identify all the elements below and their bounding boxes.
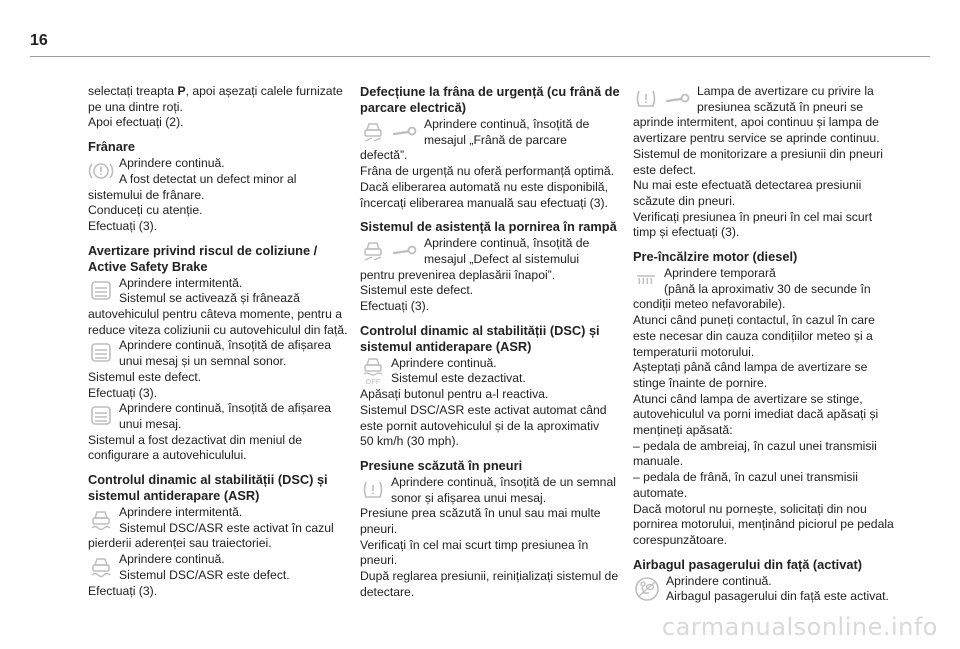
text-line: este necesar din cauza condițiilor meteo și a xyxy=(633,328,873,343)
text-line: timp și efectuați (3). xyxy=(633,225,740,240)
warning-block xyxy=(88,338,358,401)
text-line: Efectuați (3). xyxy=(88,218,158,233)
warning-block xyxy=(360,117,630,211)
text-line: Sistemul este dezactivat. xyxy=(391,371,526,386)
text-line: Dacă motorul nu pornește, solicitați din nou xyxy=(633,501,867,516)
section-heading-preincalzire: Pre-încălzire motor (diesel) xyxy=(633,249,798,265)
text-line: Lampa de avertizare cu privire la xyxy=(697,84,874,98)
heading-line: Avertizare privind riscul de coliziune / xyxy=(88,242,318,258)
text-line: pneuri. xyxy=(360,553,398,568)
text-line: Dacă eliberarea automată nu este disponibilă, xyxy=(360,179,608,194)
text-line: este pornit autovehiculul și de la aproximativ xyxy=(360,418,600,433)
text-line: Efectuați (3). xyxy=(360,299,430,314)
warning-block xyxy=(633,266,903,549)
text-line: Frâna de urgență nu oferă performanță optimă. xyxy=(360,164,615,179)
text-line: Sistemul DSC/ASR este activat în cazul xyxy=(119,520,334,535)
text-line: aprinde intermitent, apoi continuu și lampa de xyxy=(633,115,879,130)
text-line: Sistemul este defect. xyxy=(88,369,202,384)
section-heading-airbag: Airbagul pasagerului din față (activat) xyxy=(633,556,862,572)
airbag-icon xyxy=(633,574,661,604)
stability-off-icon xyxy=(360,356,386,386)
text-line: Aprindere continuă. xyxy=(391,355,497,370)
heading-line: sistemul antiderapare (ASR) xyxy=(88,488,260,504)
section-heading-coliziune xyxy=(88,243,358,275)
text-line: unui mesaj. xyxy=(119,416,182,431)
wrench-icon xyxy=(391,117,419,147)
collision-warning-icon xyxy=(88,401,114,431)
text-line: Nu mai este efectuată detectarea presiunii xyxy=(633,178,862,193)
heading-line: Controlul dinamic al stabilității (DSC) și xyxy=(88,472,328,488)
text-line: Aprindere continuă, însoțită de un semnal xyxy=(391,474,616,489)
text-line: presiunea scăzută în pneuri se xyxy=(697,99,863,114)
list-text: manuale. xyxy=(633,454,684,469)
text-line: Sistemul DSC/ASR este defect. xyxy=(119,567,290,582)
warning-block xyxy=(88,401,358,464)
text-line: este defect. xyxy=(633,162,697,177)
text-line: mențineți apăsată: xyxy=(633,423,733,438)
text-line: reduce viteza coliziunii cu autovehiculul din față. xyxy=(88,322,348,337)
icon-off-label: OFF xyxy=(365,376,381,386)
text-line: configurare a autovehiculului. xyxy=(88,448,247,463)
list-text: automate. xyxy=(633,485,688,500)
section-heading-dsc-off xyxy=(360,323,630,355)
text-line: Aprindere continuă, însoțită de afișarea xyxy=(119,401,332,416)
section-heading-asistenta-rampa: Sistemul de asistență la pornirea în rampă xyxy=(360,219,617,235)
list-text: pedala de ambreiaj, în cazul unei transmisii xyxy=(643,438,877,453)
text-line: Aprindere continuă, însoțită de xyxy=(424,117,590,131)
text-line: Sistemul de monitorizare a presiunii din pneuri xyxy=(633,146,883,161)
intro-text xyxy=(88,84,358,131)
text-line: scăzute din pneuri. xyxy=(633,193,736,208)
list-dash: – xyxy=(633,470,640,485)
text-line: Aprindere continuă. xyxy=(119,552,225,567)
text-line: Efectuați (3). xyxy=(88,583,158,598)
text-line: (până la aproximativ 30 de secunde în xyxy=(664,281,871,296)
text-line: Presiune prea scăzută în unul sau mai multe xyxy=(360,506,601,521)
collision-warning-icon xyxy=(88,338,114,368)
text-line: Aprindere temporară xyxy=(664,266,776,281)
warning-block xyxy=(633,84,903,241)
tyre-pressure-icon xyxy=(360,475,386,505)
warning-block xyxy=(360,236,630,315)
section-heading-frana-urgenta xyxy=(360,84,630,116)
text-line: Verificați presiunea în pneuri în cel mai scurt xyxy=(633,209,873,224)
text-line: sistemului de frânare. xyxy=(88,187,205,202)
text-line: Așteptați până când lampa de avertizare se xyxy=(633,360,868,375)
text-line: pneuri. xyxy=(360,522,398,537)
warning-block xyxy=(360,356,630,450)
text-line: mesajul „Frână de parcare xyxy=(424,132,567,147)
text-line: Sistemul a fost dezactivat din meniul de xyxy=(88,432,303,447)
column-2 xyxy=(360,84,630,601)
text-line: pe una dintre roți. xyxy=(88,99,183,114)
text-line: încercați eliberarea manuală sau efectuați (3). xyxy=(360,195,608,210)
text-line: sonor și afișarea unui mesaj. xyxy=(391,490,547,505)
heading-line: Controlul dinamic al stabilității (DSC) și xyxy=(360,322,600,338)
tyre-pressure-icon xyxy=(633,84,659,114)
text-line: Sistemul este defect. xyxy=(360,283,474,298)
text-line: defectă”. xyxy=(360,148,408,163)
brake-warning-icon xyxy=(88,156,114,186)
list-item xyxy=(633,470,858,484)
text-line: Efectuați (3). xyxy=(88,385,158,400)
text-line: autovehiculul va porni imediat dacă apăsați și xyxy=(633,407,879,422)
watermark: carmanualsonline.info xyxy=(661,613,938,641)
text-line: Verificați în cel mai scurt timp presiunea în xyxy=(360,537,589,552)
list-text: pedala de frână, în cazul unei transmisii xyxy=(643,470,858,485)
text-line: Atunci când lampa de avertizare se stinge, xyxy=(633,391,863,406)
text-line: avertizare pentru service se aprinde continuu. xyxy=(633,131,880,146)
text-line: Sistemul se activează și frânează xyxy=(119,291,300,306)
warning-block xyxy=(360,475,630,601)
warning-block xyxy=(88,552,358,599)
text-line: selectați treapta P, apoi așezați calele furnizate xyxy=(88,84,343,98)
text-line: Aprindere intermitentă. xyxy=(119,505,243,520)
text-line: pierderii aderenței sau traiectoriei. xyxy=(88,536,272,551)
text-line: temperaturii motorului. xyxy=(633,344,755,359)
text-line: Sistemul DSC/ASR este activat automat când xyxy=(360,402,607,417)
list-item xyxy=(633,439,877,453)
parking-brake-icon xyxy=(360,117,386,147)
text-line: Airbagul pasagerului din față este activat. xyxy=(666,589,889,604)
text-line: condiții meteo nefavorabile). xyxy=(633,297,786,312)
warning-block xyxy=(88,505,358,552)
warning-block xyxy=(633,574,903,605)
text-line: Aprindere continuă. xyxy=(666,573,772,588)
text-line: Apoi efectuați (2). xyxy=(88,115,184,130)
section-heading-franare: Frânare xyxy=(88,139,135,155)
collision-warning-icon xyxy=(88,276,114,306)
heading-line: Defecțiune la frâna de urgență (cu frână de xyxy=(360,84,620,99)
text-line: corespunzătoare. xyxy=(633,532,728,547)
warning-block xyxy=(88,276,358,339)
heading-line: parcare electrică) xyxy=(360,100,466,115)
text-line: Aprindere intermitentă. xyxy=(119,275,243,290)
wrench-icon xyxy=(664,84,692,114)
stability-car-icon xyxy=(88,552,114,582)
text-line: mesajul „Defect al sistemului xyxy=(424,251,580,266)
heading-line: sistemul antiderapare (ASR) xyxy=(360,338,532,354)
column-1 xyxy=(88,84,358,599)
list-dash: – xyxy=(633,438,640,453)
text-line: După reglarea presiunii, reinițializați sistemul de xyxy=(360,569,619,584)
hill-start-car-icon xyxy=(360,236,386,266)
glow-plug-icon xyxy=(633,266,659,296)
section-heading-presiune: Presiune scăzută în pneuri xyxy=(360,457,523,473)
text-line: 50 km/h (30 mph). xyxy=(360,434,459,449)
page-number: 16 xyxy=(30,32,48,49)
text-line: Aprindere continuă. xyxy=(119,156,225,171)
stability-car-icon xyxy=(88,505,114,535)
text-line: Aprindere continuă, însoțită de afișarea xyxy=(119,338,332,353)
wrench-icon xyxy=(391,236,419,266)
column-3 xyxy=(633,84,903,605)
text-line: stinge înainte de pornire. xyxy=(633,375,768,390)
text-line: pentru prevenirea deplasării înapoi”. xyxy=(360,267,556,282)
warning-block xyxy=(88,156,358,235)
text-line: Apăsați butonul pentru a-l reactiva. xyxy=(360,387,549,402)
text-line: Aprindere continuă, însoțită de xyxy=(424,236,590,251)
text-line: Conduceți cu atenție. xyxy=(88,203,203,218)
top-rule xyxy=(30,56,930,57)
heading-line: Active Safety Brake xyxy=(88,258,208,274)
text-line: detectare. xyxy=(360,584,415,599)
text-line: unui mesaj și un semnal sonor. xyxy=(119,354,287,369)
text-line: pornirea motorului, menținând piciorul pe pedala xyxy=(633,517,894,532)
text-line: Atunci când puneți contactul, în cazul în care xyxy=(633,313,875,328)
section-heading-dsc xyxy=(88,472,358,504)
text-line: autovehiculul pentru câteva momente, pentru a xyxy=(88,307,343,322)
text-line: A fost detectat un defect minor al xyxy=(119,171,297,186)
